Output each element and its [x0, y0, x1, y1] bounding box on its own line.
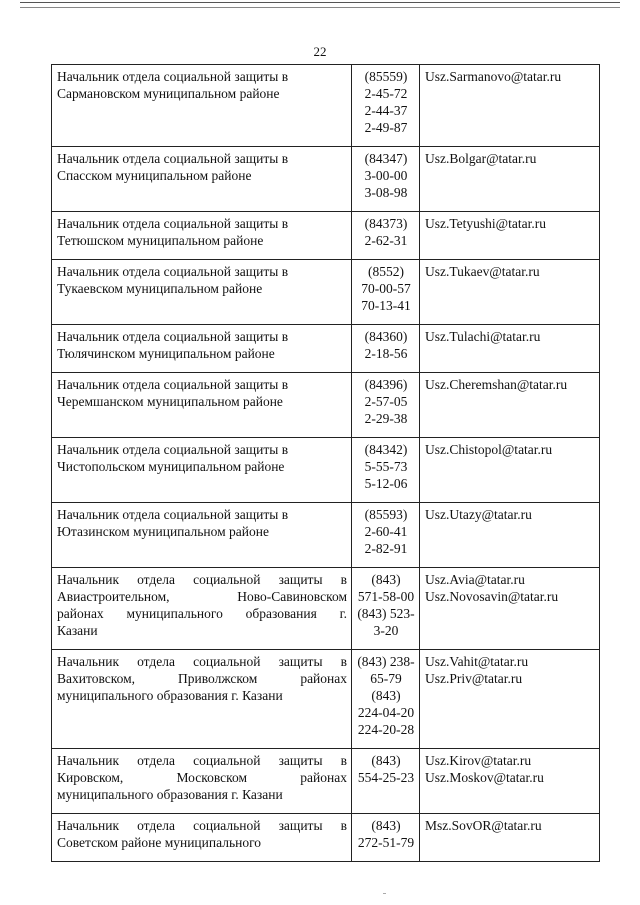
phone-number: 224-04-20: [357, 705, 415, 720]
phone-cell: [352, 749, 420, 814]
phone-number: (843) 523-: [357, 606, 415, 621]
phone-number: 2-18-56: [364, 346, 408, 361]
position-line: Начальник отдела социальной защиты в: [57, 377, 289, 392]
phone-number: 2-49-87: [364, 120, 408, 135]
position-line: Тукаевском муниципальном районе: [57, 281, 263, 296]
phone-number: 3-00-00: [364, 168, 408, 183]
position-cell: [52, 568, 352, 650]
position-line: Начальник отдела социальной защиты в: [57, 151, 289, 166]
position-cell: [52, 814, 352, 862]
position-cell: [52, 260, 352, 325]
position-line: Казани: [57, 623, 98, 638]
email-address: Usz.Tulachi@tatar.ru: [425, 329, 541, 344]
position-line: Советском районе муниципального: [57, 835, 262, 850]
phone-cell: [352, 568, 420, 650]
table-row: [52, 325, 600, 373]
table-row: [52, 749, 600, 814]
table-row: [52, 147, 600, 212]
position-line: Начальник отдела социальной защиты в: [57, 442, 289, 457]
position-cell: [52, 147, 352, 212]
position-cell: [52, 749, 352, 814]
email-address: Usz.Avia@tatar.ru: [425, 572, 525, 587]
phone-cell: [352, 147, 420, 212]
email-address: Usz.Cheremshan@tatar.ru: [425, 377, 568, 392]
phone-number: 5-55-73: [364, 459, 408, 474]
position-line: муниципального образования г. Казани: [57, 787, 283, 802]
phone-cell: [352, 814, 420, 862]
email-address: Usz.Priv@tatar.ru: [425, 671, 523, 686]
phone-cell: [352, 65, 420, 147]
email-address: Usz.Kirov@tatar.ru: [425, 753, 532, 768]
email-cell: [420, 503, 600, 568]
table-row: [52, 373, 600, 438]
position-cell: [52, 650, 352, 749]
position-cell: [52, 503, 352, 568]
position-cell: [52, 373, 352, 438]
position-line: Начальник отдела социальной защиты в: [57, 654, 347, 669]
position-line: Начальник отдела социальной защиты в: [57, 507, 289, 522]
phone-number: 2-44-37: [364, 103, 408, 118]
position-line: Вахитовском, Приволжском районах: [57, 671, 347, 686]
email-address: Usz.Utazy@tatar.ru: [425, 507, 532, 522]
email-cell: [420, 568, 600, 650]
email-address: Msz.SovOR@tatar.ru: [425, 818, 542, 833]
phone-number: (85559): [364, 69, 408, 84]
phone-number: (84373): [364, 216, 408, 231]
email-address: Usz.Tetyushi@tatar.ru: [425, 216, 546, 231]
email-cell: [420, 373, 600, 438]
phone-number: (84396): [364, 377, 408, 392]
position-line: Начальник отдела социальной защиты в: [57, 264, 289, 279]
phone-number: 3-20: [373, 623, 399, 638]
phone-number: (843): [371, 688, 401, 703]
position-cell: [52, 65, 352, 147]
position-line: Тюлячинском муниципальном районе: [57, 346, 275, 361]
phone-cell: [352, 438, 420, 503]
phone-cell: [352, 212, 420, 260]
phone-number: (84347): [364, 151, 408, 166]
contacts-table: [51, 64, 600, 862]
position-line: Чистопольском муниципальном районе: [57, 459, 285, 474]
position-line: Тетюшском муниципальном районе: [57, 233, 264, 248]
email-cell: [420, 212, 600, 260]
phone-number: 571-58-00: [357, 589, 415, 604]
position-line: Начальник отдела социальной защиты в: [57, 69, 289, 84]
table-row: [52, 814, 600, 862]
position-line: муниципального образования г. Казани: [57, 688, 283, 703]
phone-number: 2-60-41: [364, 524, 408, 539]
position-cell: [52, 212, 352, 260]
table-row: [52, 568, 600, 650]
table-row: [52, 438, 600, 503]
position-line: районах муниципального образования г.: [57, 606, 347, 621]
page-number: 22: [313, 44, 327, 59]
position-cell: [52, 438, 352, 503]
position-line: Начальник отдела социальной защиты в: [57, 216, 289, 231]
phone-number: 272-51-79: [357, 835, 415, 850]
email-cell: [420, 147, 600, 212]
phone-number: 3-08-98: [364, 185, 408, 200]
position-line: Спасском муниципальном районе: [57, 168, 252, 183]
email-address: Usz.Tukaev@tatar.ru: [425, 264, 540, 279]
phone-number: (85593): [364, 507, 408, 522]
email-address: Usz.Vahit@tatar.ru: [425, 654, 529, 669]
phone-number: 2-29-38: [364, 411, 408, 426]
phone-number: (84342): [364, 442, 408, 457]
position-line: Кировском, Московском районах: [57, 770, 347, 785]
position-line: Ютазинском муниципальном районе: [57, 524, 269, 539]
phone-cell: [352, 325, 420, 373]
phone-number: 2-45-72: [364, 86, 408, 101]
email-address: Usz.Sarmanovo@tatar.ru: [425, 69, 562, 84]
position-line: Черемшанском муниципальном районе: [57, 394, 283, 409]
phone-number: 70-00-57: [361, 281, 411, 296]
phone-number: (84360): [364, 329, 408, 344]
phone-number: 70-13-41: [361, 298, 411, 313]
phone-number: 2-57-05: [364, 394, 408, 409]
table-row: [52, 65, 600, 147]
position-cell: [52, 325, 352, 373]
phone-number: 5-12-06: [364, 476, 408, 491]
phone-cell: [352, 503, 420, 568]
position-line: Начальник отдела социальной защиты в: [57, 572, 347, 587]
email-cell: [420, 438, 600, 503]
email-cell: [420, 325, 600, 373]
phone-number: (843) 238-: [357, 654, 415, 669]
phone-number: (843): [371, 753, 401, 768]
contacts-table-body: [52, 65, 600, 862]
phone-cell: [352, 650, 420, 749]
phone-number: (843): [371, 572, 401, 587]
scan-speck: [383, 893, 386, 894]
phone-cell: [352, 260, 420, 325]
email-cell: [420, 650, 600, 749]
email-address: Usz.Novosavin@tatar.ru: [425, 589, 559, 604]
table-row: [52, 212, 600, 260]
table-row: [52, 260, 600, 325]
email-cell: [420, 749, 600, 814]
position-line: Сармановском муниципальном районе: [57, 86, 280, 101]
phone-number: 2-62-31: [364, 233, 408, 248]
email-address: Usz.Bolgar@tatar.ru: [425, 151, 537, 166]
email-address: Usz.Chistopol@tatar.ru: [425, 442, 553, 457]
phone-cell: [352, 373, 420, 438]
phone-number: 554-25-23: [357, 770, 415, 785]
phone-number: (843): [371, 818, 401, 833]
phone-number: (8552): [368, 264, 404, 279]
phone-number: 65-79: [370, 671, 402, 686]
email-cell: [420, 65, 600, 147]
position-line: Начальник отдела социальной защиты в: [57, 753, 347, 768]
phone-number: 224-20-28: [357, 722, 415, 737]
phone-number: 2-82-91: [364, 541, 408, 556]
table-row: [52, 503, 600, 568]
email-address: Usz.Moskov@tatar.ru: [425, 770, 544, 785]
position-line: Начальник отдела социальной защиты в: [57, 329, 289, 344]
position-line: Авиастроительном, Ново-Савиновском: [57, 589, 347, 604]
email-cell: [420, 260, 600, 325]
table-row: [52, 650, 600, 749]
position-line: Начальник отдела социальной защиты в: [57, 818, 347, 833]
top-rule: [20, 2, 620, 8]
email-cell: [420, 814, 600, 862]
